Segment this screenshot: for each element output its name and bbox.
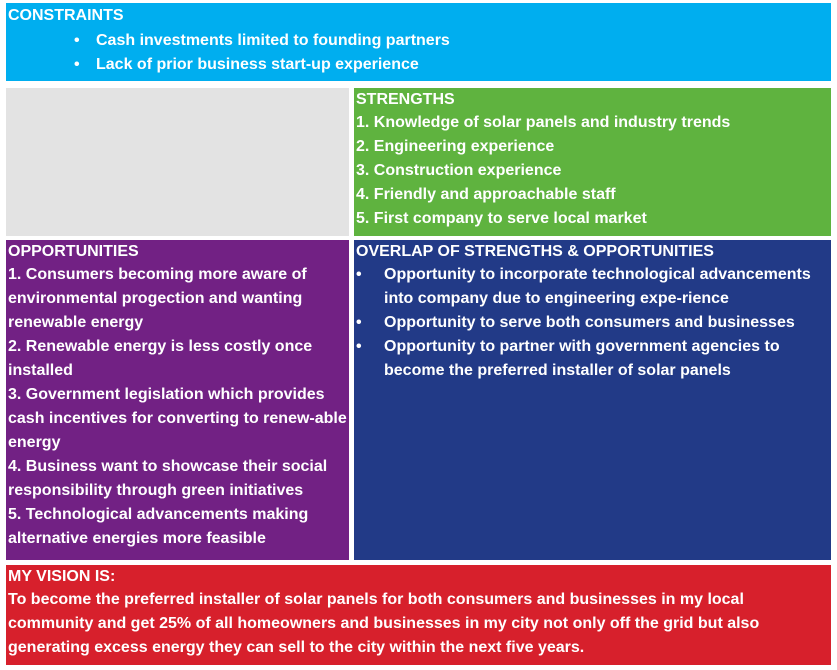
constraints-panel bbox=[6, 3, 831, 81]
list-item: 1. Consumers becoming more aware of environmental progection and wanting renewable energy bbox=[8, 266, 307, 331]
overlap-title: OVERLAP OF STRENGTHS & OPPORTUNITIES bbox=[356, 243, 714, 260]
empty-panel bbox=[6, 88, 349, 236]
opportunities-title: OPPORTUNITIES bbox=[8, 243, 139, 260]
list-item: 2. Renewable energy is less costly once installed bbox=[8, 338, 313, 379]
list-item: • Cash investments limited to founding partners bbox=[74, 29, 831, 53]
list-item: • Opportunity to partner with government agencies to become the preferred installer of solar panels bbox=[356, 335, 831, 383]
list-item: 4. Business want to showcase their social responsibility through green initiatives bbox=[8, 458, 328, 499]
strengths-title: STRENGTHS bbox=[356, 91, 455, 108]
vision-panel bbox=[6, 565, 831, 665]
overlap-list bbox=[356, 263, 831, 383]
vision-text: To become the preferred installer of solar panels for both consumers and businesses in my local community and get 25% of all homeowners and businesses in my city not only off the grid but also generating excess energy they can sell to the city within the next five years. bbox=[8, 591, 760, 656]
list-item: 1. Knowledge of solar panels and industry trends bbox=[356, 114, 731, 131]
strengths-panel bbox=[354, 88, 831, 236]
list-item: 4. Friendly and approachable staff bbox=[356, 186, 616, 203]
overlap-panel bbox=[354, 240, 831, 560]
constraints-title: CONSTRAINTS bbox=[8, 7, 124, 24]
list-item: 2. Engineering experience bbox=[356, 138, 555, 155]
list-item: • Lack of prior business start-up experience bbox=[74, 53, 831, 77]
list-item: 3. Construction experience bbox=[356, 162, 562, 179]
opportunities-panel bbox=[6, 240, 349, 560]
strengths-list bbox=[356, 111, 831, 231]
list-item: • Opportunity to serve both consumers and businesses bbox=[356, 311, 831, 335]
constraints-list bbox=[8, 29, 831, 77]
vision-title: MY VISION IS: bbox=[8, 568, 116, 585]
list-item: • Opportunity to incorporate technological advancements into company due to engineering expe-rience bbox=[356, 263, 831, 311]
opportunities-list bbox=[8, 263, 349, 551]
list-item: 5. First company to serve local market bbox=[356, 210, 647, 227]
list-item: 3. Government legislation which provides cash incentives for converting to renew-able energy bbox=[8, 386, 347, 451]
list-item: 5. Technological advancements making alternative energies more feasible bbox=[8, 506, 309, 547]
